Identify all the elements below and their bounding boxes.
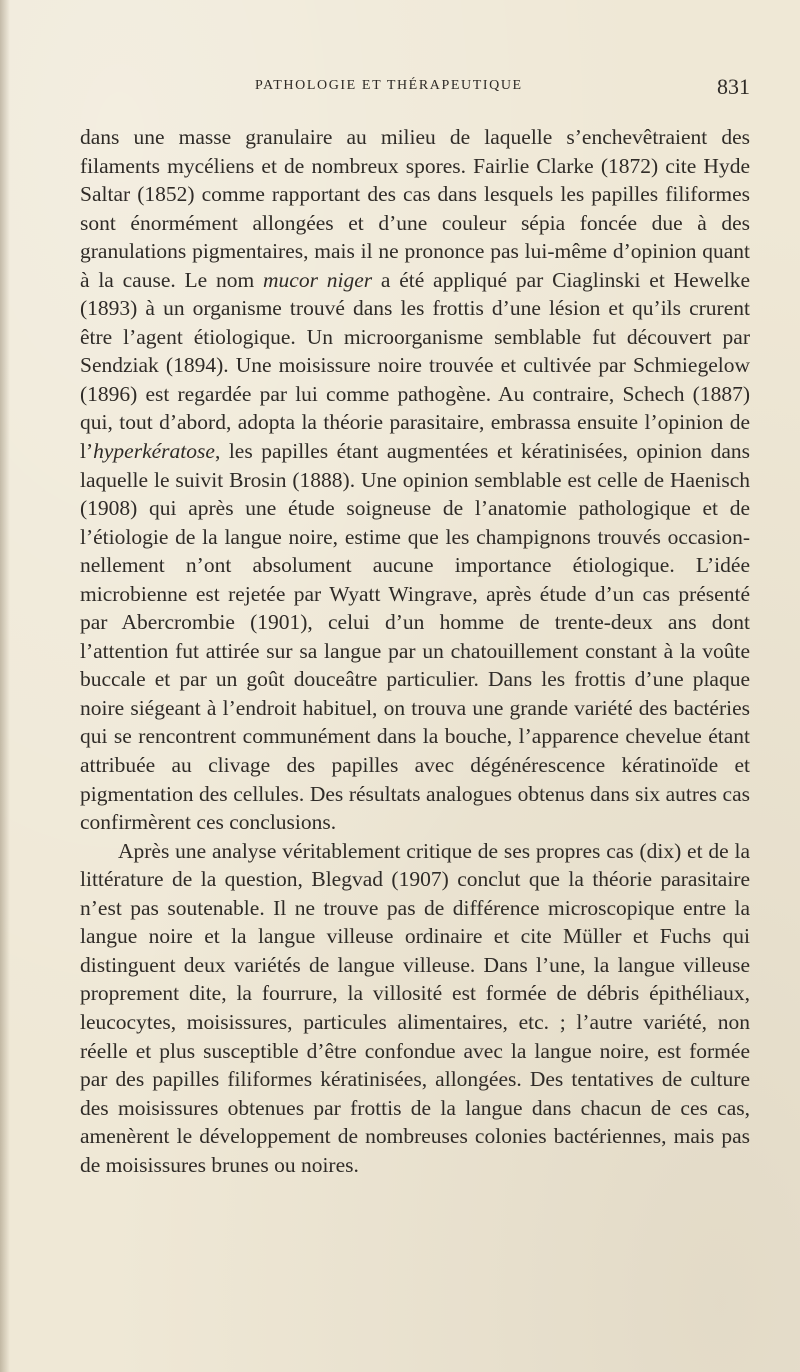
italic-term-mucor-niger: mucor niger <box>263 267 373 292</box>
page-number: 831 <box>717 74 750 99</box>
running-title: PATHOLOGIE ET THÉRAPEUTIQUE <box>255 78 523 93</box>
body-text <box>80 123 750 1179</box>
paragraph-2: Après une analyse véritablement critique de ses propres cas (dix) et de la littérature de la question, Blegvad (1907) conclut que la théorie parasitaire n’est pas soutenable. Il ne trouve pas de différence microscopique entre la langue noire et la langue villeuse ordinaire et cite Müller et Fuchs qui distinguent deux variétés de langue villeuse. Dans l’une, la langue villeuse proprement dite, la fourrure, la villosité est formée de débris épithéliaux, leucocytes, moisissures, particules alimentaires, etc. ; l’autre variété, non réelle et plus susceptible d’être confondue avec la langue noire, est formée par des papilles filiformes kératinisées, allongées. Des tentatives de culture des moisissures obtenues par frottis de la langue dans chacun de ces cas, amenèrent le développement de nombreuses colonies bactériennes, mais pas de moisissures brunes ou noires. <box>80 838 750 1177</box>
page-header <box>80 74 750 104</box>
paragraph-1-segment-3: , les papilles étant augmentées et kératinisées, opinion dans laquelle le suivit Brosin (1888). Une opinion semblable est celle de Haenisch (1908) qui après une étude soigneuse de l’anatomie pathologique et de l’étiologie de la langue noire, estime que les champignons trouvés occasionnellement n’ont absolument aucune importance étiologique. L’idée microbienne est rejetée par Wyatt Wingrave, après étude d’un cas présenté par Abercrombie (1901), celui d’un homme de trente-deux ans dont l’attention fut attirée sur sa langue par un chatouillement constant à la voûte buccale et par un goût douceâtre particulier. Dans les frottis d’une plaque noire siégeant à l’endroit habituel, on trouva une grande variété des bactéries qui se rencontrent communément dans la bouche, l’apparence chevelue étant attribuée au clivage des papilles avec dégénérescence kératinoïde et pigmentation des cellules. Des résultats analogues obtenus dans six autres cas confirmèrent ces conclusions. <box>80 439 750 835</box>
paragraph-1-segment-1: dans une masse granulaire au milieu de laquelle s’enchevêtraient des filaments mycéliens et de nombreux spores. Fairlie Clarke (1872) cite Hyde Saltar (1852) comme rapportant des cas dans lesquels les papilles filiformes sont énormément allongées et d’une couleur sépia foncée due à des granulations pigmentaires, mais il ne prononce pas lui-même d’opinion quant à la cause. Le nom <box>80 125 750 292</box>
paragraph-1-segment-2: a été appliqué par Ciaglinski et Hewelke (1893) à un organisme trouvé dans les frottis d’une lésion et qu’ils crurent être l’agent étiologique. Un microorganisme semblable fut découvert par Sendziak (1894). Une moisissure noire trouvée et cultivée par Schmiegelow (1896) est regardée par lui comme pathogène. Au contraire, Schech (1887) qui, tout d’abord, adopta la théorie parasitaire, embrassa ensuite l’opinion de l’ <box>80 267 750 464</box>
italic-term-hyperkeratose: hyperkératose <box>93 439 215 464</box>
paragraph-1 <box>80 123 750 837</box>
